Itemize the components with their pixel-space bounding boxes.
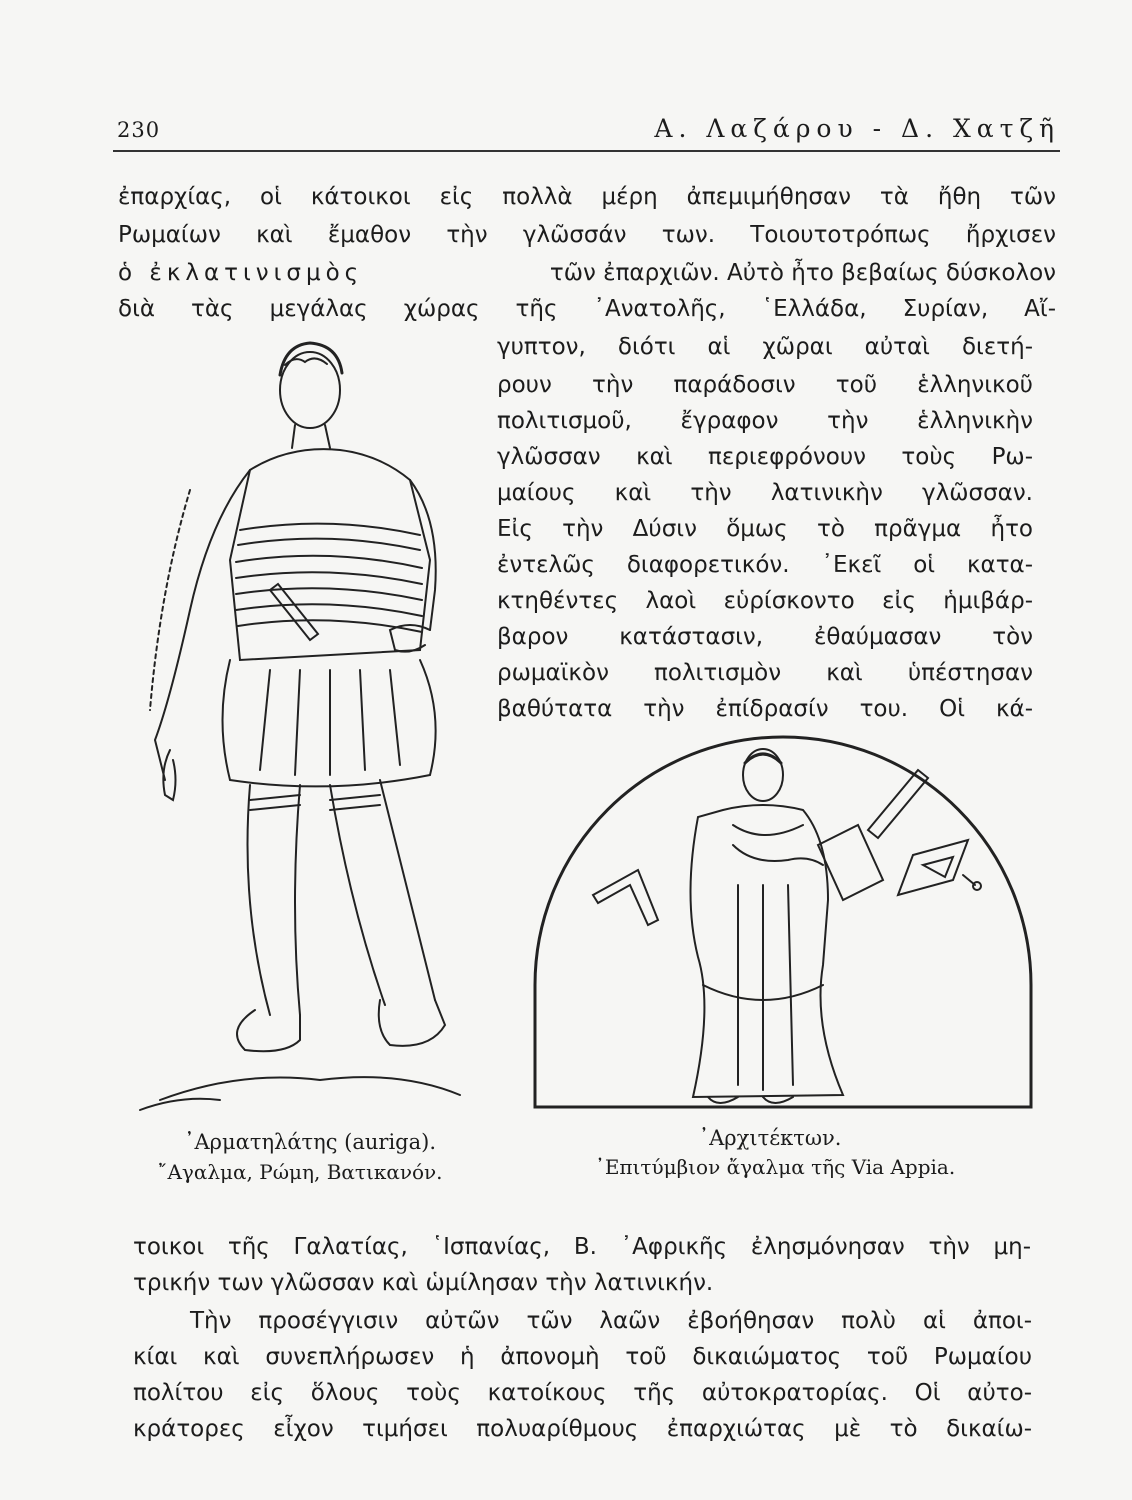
page-number: 230 (117, 118, 161, 142)
column-line: ρουν τὴν παράδοσιν τοῦ ἑλληνικοῦ (497, 372, 1033, 398)
left-figure-caption-1: ᾿Αρματηλάτης (auriga). (184, 1130, 436, 1154)
column-line: γλῶσσαν καὶ περιεφρόνουν τοὺς Ρω- (497, 444, 1033, 470)
column-line: πολιτισμοῦ, ἔγραφον τὴν ἑλληνικὴν (497, 408, 1033, 434)
body-line: Ρωμαίων καὶ ἔμαθον τὴν γλῶσσάν των. Τοιουτοτρόπως ἤρχισεν (118, 222, 1056, 248)
column-line: βαθύτατα τὴν ἐπίδρασίν του. Οἱ κά- (497, 696, 1033, 722)
body-line: πολίτου εἰς ὅλους τοὺς κατοίκους τῆς αὐτοκρατορίας. Οἱ αὐτο- (133, 1380, 1032, 1406)
line-continuation: τῶν ἐπαρχιῶν. Αὐτὸ ἦτο βεβαίως δύσκολον (549, 260, 1056, 286)
right-figure-caption-1: ᾿Αρχιτέκτων. (698, 1126, 842, 1150)
column-line: γυπτον, διότι αἱ χῶραι αὐταὶ διετή- (497, 334, 1033, 360)
column-line: ρωμαϊκὸν πολιτισμὸν καὶ ὑπέστησαν (497, 660, 1033, 686)
charioteer-illustration (130, 330, 475, 1120)
left-figure-caption-2: ῎Αγαλμα, Ρώμη, Βατικανόν. (157, 1160, 443, 1184)
running-head: Α. Λαζάρου - Δ. Χατζῆ (654, 114, 1060, 143)
body-line: κράτορες εἶχον τιμήσει πολυαρίθμους ἐπαρχιώτας μὲ τὸ δικαίω- (133, 1416, 1032, 1442)
page-header (113, 112, 1060, 152)
body-line: διὰ τὰς μεγάλας χώρας τῆς ᾿Ανατολῆς, ῾Ελλάδα, Συρίαν, Αἴ- (118, 296, 1056, 322)
body-line: κίαι καὶ συνεπλήρωσεν ἡ ἀπονομὴ τοῦ δικαιώματος τοῦ Ρωμαίου (133, 1344, 1032, 1370)
body-line (118, 258, 1056, 288)
body-line: Τὴν προσέγγισιν αὐτῶν τῶν λαῶν ἐβοήθησαν πολὺ αἱ ἀποι- (190, 1308, 1032, 1334)
column-line: βαρον κατάστασιν, ἐθαύμασαν τὸν (497, 624, 1033, 650)
column-line: κτηθέντες λαοὶ εὑρίσκοντο εἰς ἡμιβάρ- (497, 588, 1033, 614)
right-figure-caption-2: ᾿Επιτύμβιον ἄγαλμα τῆς Via Appia. (594, 1155, 956, 1179)
architect-illustration (533, 735, 1033, 1110)
body-line: τρικήν των γλῶσσαν καὶ ὡμίλησαν τὴν λατινικήν. (133, 1270, 714, 1296)
column-line: ἐντελῶς διαφορετικόν. ᾿Εκεῖ οἱ κατα- (497, 552, 1033, 578)
body-line: ἐπαρχίας, οἱ κάτοικοι εἰς πολλὰ μέρη ἀπεμιμήθησαν τὰ ἤθη τῶν (118, 184, 1056, 210)
header-rule (113, 150, 1060, 152)
body-line: τοικοι τῆς Γαλατίας, ῾Ισπανίας, Β. ᾿Αφρικῆς ἐλησμόνησαν τὴν μη- (133, 1234, 1031, 1260)
column-line: μαίους καὶ τὴν λατινικὴν γλῶσσαν. (497, 480, 1033, 506)
spaced-term: ὁ ἐκλατινισμὸς (118, 260, 364, 286)
column-line: Εἰς τὴν Δύσιν ὅμως τὸ πρᾶγμα ἦτο (497, 516, 1033, 542)
